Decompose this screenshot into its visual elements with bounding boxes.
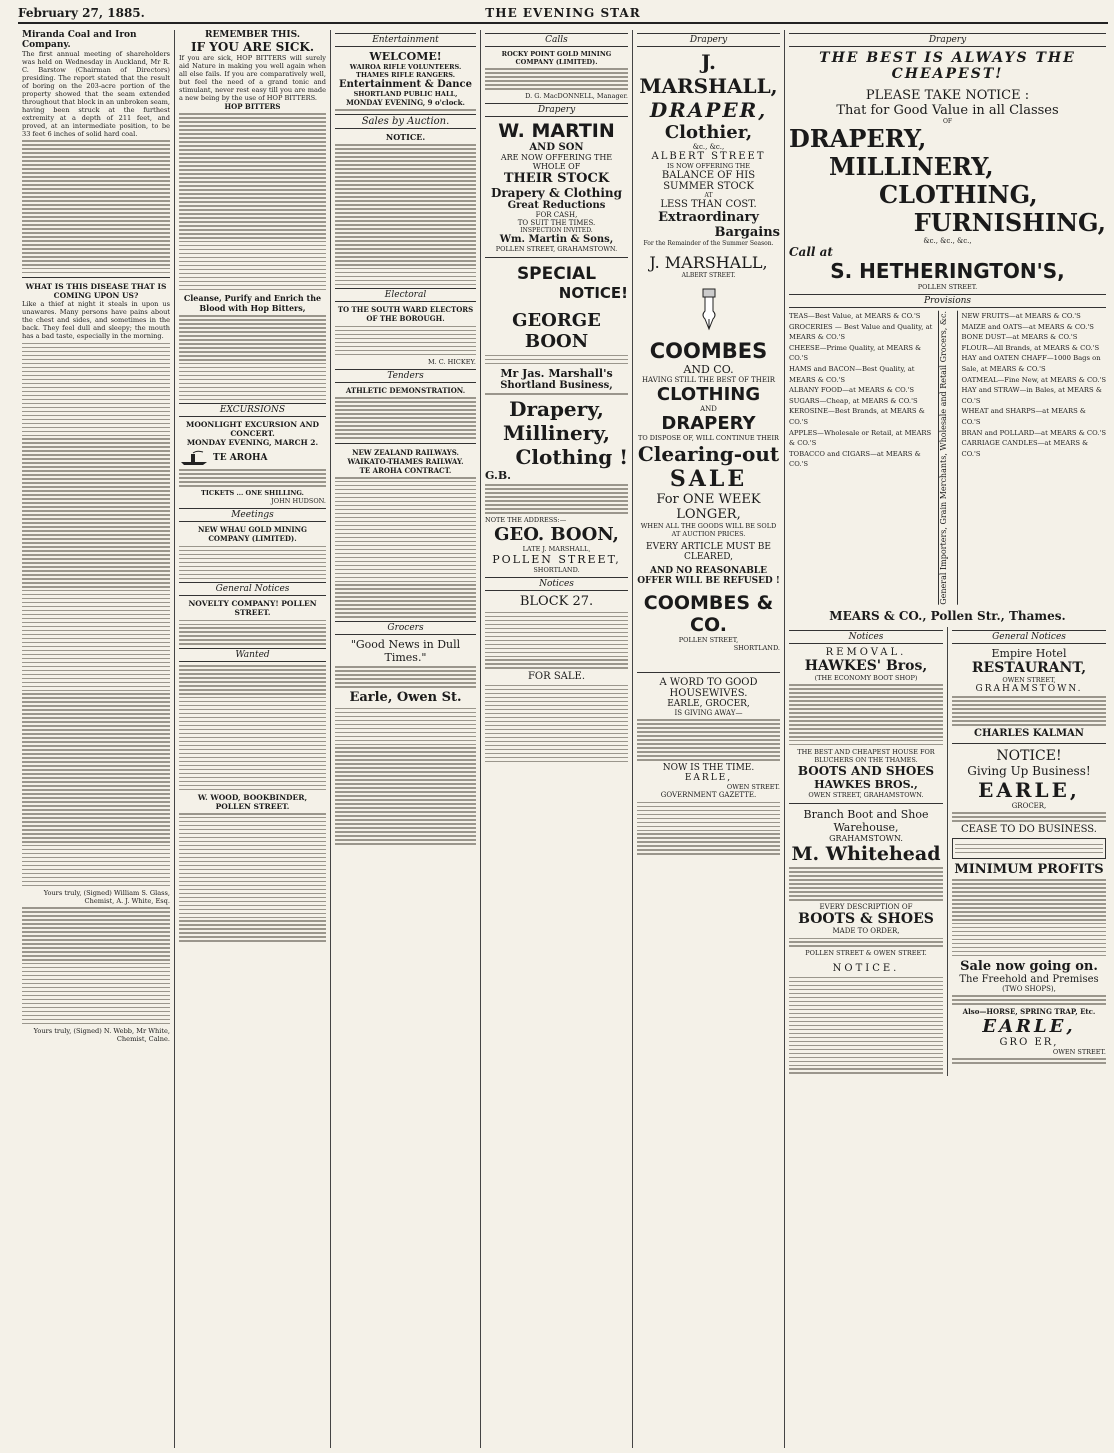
sale-now: Sale now going on.: [960, 958, 1098, 974]
george-boon: GEORGE BOON: [512, 310, 601, 353]
clearing-out: Clearing-out: [637, 442, 780, 466]
bargains: Bargains: [714, 225, 780, 240]
boon-clothing: Clothing !: [515, 445, 628, 470]
hop-text: If you are sick, HOP BITTERS will surely aid Nature in making you well again when all else fails. If you are comparatively well, but feel the need of a grand tonic and stimulant, never rest easy till you are made a new being by the use of HOP BITTERS.: [179, 54, 326, 102]
inspection: INSPECTION INVITED.: [520, 227, 593, 235]
call-at: Call at: [789, 245, 833, 259]
clothing: CLOTHING: [656, 384, 761, 405]
text-lines: [952, 812, 1106, 822]
tickets: TICKETS ... ONE SHILLING.: [201, 489, 304, 498]
albert-street: ALBERT STREET: [651, 151, 766, 162]
mears-hay: HAY and OATEN CHAFF—1000 Bags on Sale, at MEARS & CO.'S: [961, 354, 1101, 373]
dispose: TO DISPOSE OF, WILL CONTINUE THEIR: [638, 434, 779, 442]
please-take-notice: PLEASE TAKE NOTICE :: [865, 88, 1030, 103]
j-marshall: J. MARSHALL,: [639, 50, 778, 98]
john-hudson: JOHN HUDSON.: [271, 497, 326, 506]
best-cheapest: THE BEST AND CHEAPEST HOUSE FOR BLUCHERS ON THE THAMES.: [797, 747, 935, 764]
text-lines: [335, 109, 476, 111]
column-2: [174, 30, 330, 1448]
text-lines: [637, 802, 780, 855]
section-grocers: Grocers: [335, 621, 476, 635]
section-electoral: Electoral: [335, 288, 476, 302]
grahamstown: GRAHAMSTOWN.: [829, 833, 903, 843]
mears-footer: MEARS & CO., Pollen Str., Thames.: [829, 608, 1066, 623]
late-marshall: LATE J. MARSHALL,: [522, 545, 591, 554]
mears-straw: HAY and STRAW—in Bales, at MEARS & CO.'S: [961, 386, 1102, 405]
made-to-order: MADE TO ORDER,: [832, 927, 900, 936]
remember-heading: REMEMBER THIS.: [205, 30, 300, 40]
section-entertainment: Entertainment: [335, 33, 476, 47]
te-aroha: TE AROHA: [213, 453, 268, 464]
hetherington: S. HETHERINGTON'S,: [830, 259, 1065, 283]
text-lines: [179, 813, 326, 942]
sale: SALE: [669, 466, 748, 492]
signature-glass: Yours truly, (Signed) William S. Glass, Chemist, A. J. White, Esq.: [43, 888, 170, 905]
text-lines: [22, 907, 170, 1024]
monday-evening: MONDAY EVENING, 9 o'clock.: [346, 98, 465, 107]
extraordinary: Extraordinary: [658, 210, 759, 225]
coombes-co: COOMBES & CO.: [643, 592, 774, 636]
w-martin: W. MARTIN: [498, 120, 615, 143]
text-lines: [179, 546, 326, 579]
boon-millinery: Millinery,: [502, 421, 610, 446]
disease-heading: WHAT IS THIS DISEASE THAT IS COMING UPON US?: [25, 282, 167, 301]
earle-big: EARLE,: [978, 777, 1080, 802]
cease-business: CEASE TO DO BUSINESS.: [961, 824, 1097, 836]
text-lines: [335, 144, 476, 285]
section-provisions: Provisions: [789, 294, 1106, 308]
text-lines: [789, 684, 943, 745]
mears-candles: CARRIAGE CANDLES—at MEARS & CO.'S: [961, 439, 1089, 458]
owen-street: OWEN STREET,: [1002, 675, 1056, 684]
economy-boot: (THE ECONOMY BOOT SHOP): [814, 673, 918, 682]
pollen-street: POLLEN STREET,: [678, 636, 739, 644]
steamer-icon: [179, 450, 209, 466]
less-than-cost: LESS THAN COST.: [660, 199, 757, 210]
rocky-point: ROCKY POINT GOLD MINING COMPANY (LIMITED).: [501, 50, 612, 66]
text-lines: [485, 393, 628, 395]
mears-oatmeal: OATMEAL—Fine New, at MEARS & CO.'S: [961, 375, 1107, 384]
text-lines: [789, 867, 943, 900]
boots-shoes: BOOTS AND SHOES: [797, 763, 935, 778]
clothier: Clothier,: [664, 122, 753, 143]
section-meetings: Meetings: [179, 508, 326, 522]
empire-hotel: Empire Hotel: [991, 646, 1067, 660]
text-lines: [952, 1058, 1106, 1064]
summer-stock: SUMMER STOCK: [663, 181, 754, 192]
section-notices: Notices: [485, 577, 628, 591]
welcome-heading: WELCOME!: [369, 50, 442, 63]
text-lines: [485, 484, 628, 513]
at: AT: [704, 192, 713, 199]
disease-text: Like a thief at night it steals in upon us unawares. Many persons have pains about the chest and sides, and sometimes in the back. They feel dull and sleepy; the mouth has a bad taste, especially in the morning.: [22, 300, 170, 341]
text-lines: [789, 938, 943, 948]
pollen-street: POLLEN STREET.: [917, 283, 978, 291]
earle-italic: EARLE,: [982, 1016, 1076, 1038]
cleanse-heading: Cleanse, Purify and Enrich the Blood with Hop Bitters,: [183, 292, 322, 313]
hawkes-bros: HAWKES' Bros,: [804, 657, 928, 674]
special-notice: NOTICE!: [558, 284, 628, 303]
mears-fruits: NEW FRUITS—at MEARS & CO.'S: [961, 312, 1081, 320]
mears-bran: BRAN and POLLARD—at MEARS & CO.'S: [961, 428, 1106, 437]
block-27: BLOCK 27.: [519, 594, 594, 610]
millinery-big: MILLINERY,: [829, 152, 994, 181]
text-lines: [179, 620, 326, 646]
and-co: AND CO.: [683, 363, 734, 376]
freehold: The Freehold and Premises: [959, 973, 1099, 985]
marshalls: Mr Jas. Marshall's: [500, 366, 613, 380]
section-general-notices: General Notices: [952, 630, 1106, 644]
paper-title: THE EVENING STAR: [485, 6, 641, 20]
column-5: [632, 30, 784, 1448]
section-general-notices: General Notices: [179, 582, 326, 596]
every-article: EVERY ARTICLE MUST BE CLEARED,: [646, 542, 771, 562]
sick-heading: IF YOU ARE SICK.: [190, 40, 315, 54]
section-wanted: Wanted: [179, 648, 326, 662]
column-1: [18, 30, 174, 1448]
text-lines: [179, 315, 326, 400]
aroha-contract: TE AROHA CONTRACT.: [359, 465, 452, 475]
etc: &c., &c., &c.,: [923, 237, 972, 245]
text-lines: [335, 708, 476, 845]
athletic-heading: ATHLETIC DEMONSTRATION.: [345, 385, 466, 395]
martin-address: POLLEN STREET, GRAHAMSTOWN.: [495, 245, 618, 254]
earle-owen: Earle, Owen St.: [349, 690, 462, 706]
text-lines: [179, 469, 326, 487]
text-lines: [485, 68, 628, 90]
no-reasonable: AND NO REASONABLE OFFER WILL BE REFUSED !: [637, 566, 780, 586]
text-lines: [485, 612, 628, 669]
and-son: AND SON: [529, 142, 584, 154]
grahamstown-2: GRAHAMSTOWN.: [975, 683, 1083, 694]
text-lines: [335, 326, 476, 355]
remainder: For the Remainder of the Summer Season.: [643, 240, 774, 247]
text-lines: [22, 343, 170, 886]
issue-date: February 27, 1885.: [18, 6, 145, 20]
column-3: [330, 30, 480, 1448]
giving-up: Giving Up Business!: [967, 763, 1091, 778]
mears-hams: HAMS and BACON—Best Quality, at MEARS & CO.'S: [789, 364, 915, 384]
text-lines: [789, 977, 943, 1074]
restaurant: RESTAURANT,: [971, 659, 1087, 676]
good-news: "Good News in Dull Times.": [350, 637, 461, 664]
drapery-clothing: Drapery & Clothing: [490, 186, 623, 201]
text-lines: [335, 477, 476, 618]
owen-street-2: OWEN STREET.: [1052, 1048, 1106, 1057]
gro-er: GRO ER,: [999, 1037, 1059, 1049]
moonlight-date: MONDAY EVENING, MARCH 2.: [186, 438, 319, 448]
pointing-hand-icon: [697, 287, 721, 331]
section-auction: Sales by Auction.: [335, 114, 476, 129]
removal: REMOVAL.: [825, 646, 907, 658]
clothing-big: CLOTHING,: [879, 180, 1038, 209]
balance: BALANCE OF HIS: [661, 170, 756, 181]
wm-martin-sons: Wm. Martin & Sons,: [499, 234, 614, 246]
minimum-profits: MINIMUM PROFITS: [954, 861, 1104, 877]
auction-notice: NOTICE.: [385, 131, 426, 142]
albert-street-2: ALBERT STREET.: [681, 272, 736, 279]
drapery-big: DRAPERY,: [789, 124, 927, 153]
j-marshall-2: J. MARSHALL,: [649, 253, 768, 272]
mears-apples: APPLES—Wholesale or Retail, at MEARS & CO.'S: [789, 428, 932, 448]
text-lines: [485, 355, 628, 365]
now-is-the-time: NOW IS THE TIME.: [662, 763, 755, 774]
their-stock: THEIR STOCK: [503, 171, 610, 187]
boon-drapery: Drapery,: [509, 397, 604, 422]
mears-sugars: SUGARS—Cheap, at MEARS & CO.'S: [789, 396, 918, 405]
text-lines: [335, 397, 476, 438]
signature-webb: Yours truly, (Signed) N. Webb, Mr White, Chemist, Calne.: [33, 1026, 170, 1043]
now-offering: ARE NOW OFFERING THE WHOLE OF: [500, 153, 613, 172]
mears-flour: FLOUR—All Brands, at MEARS & CO.'S: [961, 343, 1100, 352]
text-lines: [952, 879, 1106, 956]
notice-c: NOTICE.: [832, 963, 900, 975]
now-offering: IS NOW OFFERING THE: [666, 162, 751, 170]
masthead: [18, 4, 1108, 24]
best-is-always: THE BEST IS ALWAYS THE CHEAPEST!: [819, 50, 1076, 82]
owen-street: OWEN STREET.: [726, 783, 780, 792]
gb-initials: G.B.: [485, 469, 511, 483]
horse-trap: Also—HORSE, SPRING TRAP, Etc.: [962, 1007, 1096, 1017]
for-sale: FOR SALE.: [527, 671, 586, 683]
of: OF: [942, 118, 953, 125]
suit-times: TO SUIT THE TIMES.: [517, 219, 596, 228]
section-drapery: Drapery: [789, 33, 1106, 47]
mears-bone: BONE DUST—at MEARS & CO.'S: [961, 333, 1078, 342]
mears-albany: ALBANY FOOD—at MEARS & CO.'S: [789, 386, 915, 395]
section-excursions: EXCURSIONS: [179, 403, 326, 417]
and: AND: [700, 405, 717, 413]
text-lines: [955, 844, 1103, 854]
drapery-2: DRAPERY: [661, 413, 756, 434]
m-whitehead: M. Whitehead: [791, 842, 941, 865]
text-lines: [637, 719, 780, 760]
shortland: SHORTLAND.: [733, 644, 780, 652]
south-ward: TO THE SOUTH WARD ELECTORS OF THE BOROUGH.: [337, 305, 474, 324]
coombes: COOMBES: [649, 339, 768, 363]
one-week: For ONE WEEK: [656, 492, 761, 507]
note-address: NOTE THE ADDRESS:—: [485, 516, 567, 525]
whitehead-address: POLLEN STREET & OWEN STREET.: [805, 949, 927, 958]
section-drapery: Drapery: [485, 103, 628, 117]
when-goods: WHEN ALL THE GOODS WILL BE SOLD AT AUCTION PRICES.: [640, 522, 777, 538]
section-notices: Notices: [789, 630, 943, 644]
word-housewives: A WORD TO GOOD HOUSEWIVES.: [659, 677, 758, 699]
section-tenders: Tenders: [335, 369, 476, 383]
section-calls: Calls: [485, 33, 628, 47]
notice-2: NOTICE!: [996, 747, 1062, 764]
earle: EARLE,: [684, 773, 733, 784]
text-lines: [335, 666, 476, 688]
novelty-heading: NOVELTY COMPANY! POLLEN STREET.: [188, 599, 317, 618]
hawkes-address: OWEN STREET, GRAHAMSTOWN.: [808, 790, 924, 799]
text-lines: [22, 140, 170, 273]
thames-rangers: THAMES RIFLE RANGERS.: [356, 71, 455, 79]
mears-wheat: WHEAT and SHARPS—at MEARS & CO.'S: [961, 407, 1086, 426]
mears-groceries: GROCERIES — Best Value and Quality, at MEARS & CO.'S: [789, 322, 933, 342]
mears-tobacco: TOBACCO and CIGARS—at MEARS & CO.'S: [789, 449, 921, 469]
waikato-railway: WAIKATO-THAMES RAILWAY.: [347, 456, 464, 466]
mears-side-text: General Importers, Grain Merchants, Wholesale and Retail Grocers, &c.: [938, 311, 958, 605]
text-lines: [952, 696, 1106, 725]
pollen-street: POLLEN STREET,: [492, 553, 621, 567]
moonlight-heading: MOONLIGHT EXCURSION AND CONCERT.: [186, 420, 319, 439]
geo-boon: GEO. BOON,: [494, 524, 619, 546]
charles-kalman: CHARLES KALMAN: [974, 727, 1084, 739]
branch-boot: Branch Boot and Shoe Warehouse,: [803, 807, 929, 834]
two-shops: (TWO SHOPS),: [1002, 984, 1056, 993]
longer: LONGER,: [676, 507, 741, 522]
text-lines: [485, 685, 628, 762]
shortland-hall: SHORTLAND PUBLIC HALL,: [353, 90, 458, 98]
furnishing-big: FURNISHING,: [913, 208, 1106, 237]
mears-teas: TEAS—Best Value, at MEARS & CO.'S: [789, 312, 921, 320]
nz-railways: NEW ZEALAND RAILWAYS.: [352, 447, 459, 457]
column-4: [480, 30, 632, 1448]
mears-cheese: CHEESE—Prime Quality, at MEARS & CO.'S: [789, 343, 922, 363]
text-lines: [952, 995, 1106, 1005]
good-value: That for Good Value in all Classes: [836, 103, 1059, 118]
special-heading: SPECIAL: [516, 264, 597, 285]
whitehead-boots: BOOTS & SHOES: [798, 911, 934, 928]
hop-bitters: HOP BITTERS: [224, 102, 281, 111]
text-lines: [179, 665, 326, 790]
for-cash: FOR CASH,: [535, 211, 578, 220]
miranda-text: The first annual meeting of shareholders was held on Wednesday in Auckland, Mr R. C. Barstow (Chairman of Directors) presiding. The report stated that the result of boring on the 203-acre portion of the property showed that the seam extended throughout that block in an unbroken seam, having been struck at the furthest extremity at a depth of 211 feet, and proved, at an intermediate position, to be 33 feet 6 inches of solid hard coal.: [22, 50, 170, 138]
shortland: SHORTLAND.: [533, 566, 580, 575]
macdonnell: D. G. MacDONNELL, Manager.: [525, 92, 628, 101]
having-still: HAVING STILL THE BEST OF THEIR: [641, 376, 776, 384]
great-reductions: Great Reductions: [507, 200, 606, 212]
mears-maize: MAIZE and OATS—at MEARS & CO.'S: [961, 322, 1094, 331]
whau-heading: NEW WHAU GOLD MINING COMPANY (LIMITED).: [197, 525, 308, 544]
every-description: EVERY DESCRIPTION OF: [819, 903, 913, 912]
draper: DRAPER,: [649, 98, 768, 122]
mears-kerosine: KEROSINE—Best Brands, at MEARS & CO.'S: [789, 407, 925, 426]
giving-away: IS GIVING AWAY—: [674, 709, 743, 717]
section-drapery: Drapery: [637, 33, 780, 47]
dance-heading: Entertainment & Dance: [338, 79, 472, 90]
hickey: M. C. HICKEY.: [428, 357, 476, 366]
etc: &c., &c.,: [692, 143, 725, 151]
earle-grocer: EARLE, GROCER,: [667, 699, 750, 709]
wood-bookbinder: W. WOOD, BOOKBINDER, POLLEN STREET.: [197, 792, 308, 811]
miranda-heading: Miranda Coal and Iron Company.: [22, 30, 137, 50]
notices-area: [789, 627, 1106, 1077]
text-lines: [179, 113, 326, 290]
shortland-business: Shortland Business,: [500, 379, 613, 391]
hawkes-bros-2: HAWKES BROS.,: [814, 777, 918, 791]
wairoa-volunteers: WAIROA RIFLE VOLUNTEERS.: [349, 63, 462, 71]
column-6: [784, 30, 1110, 1448]
mears-table: [789, 311, 1106, 605]
gazette: GOVERNMENT GAZETTE.: [660, 791, 757, 800]
grocer: GROCER,: [1011, 801, 1047, 810]
